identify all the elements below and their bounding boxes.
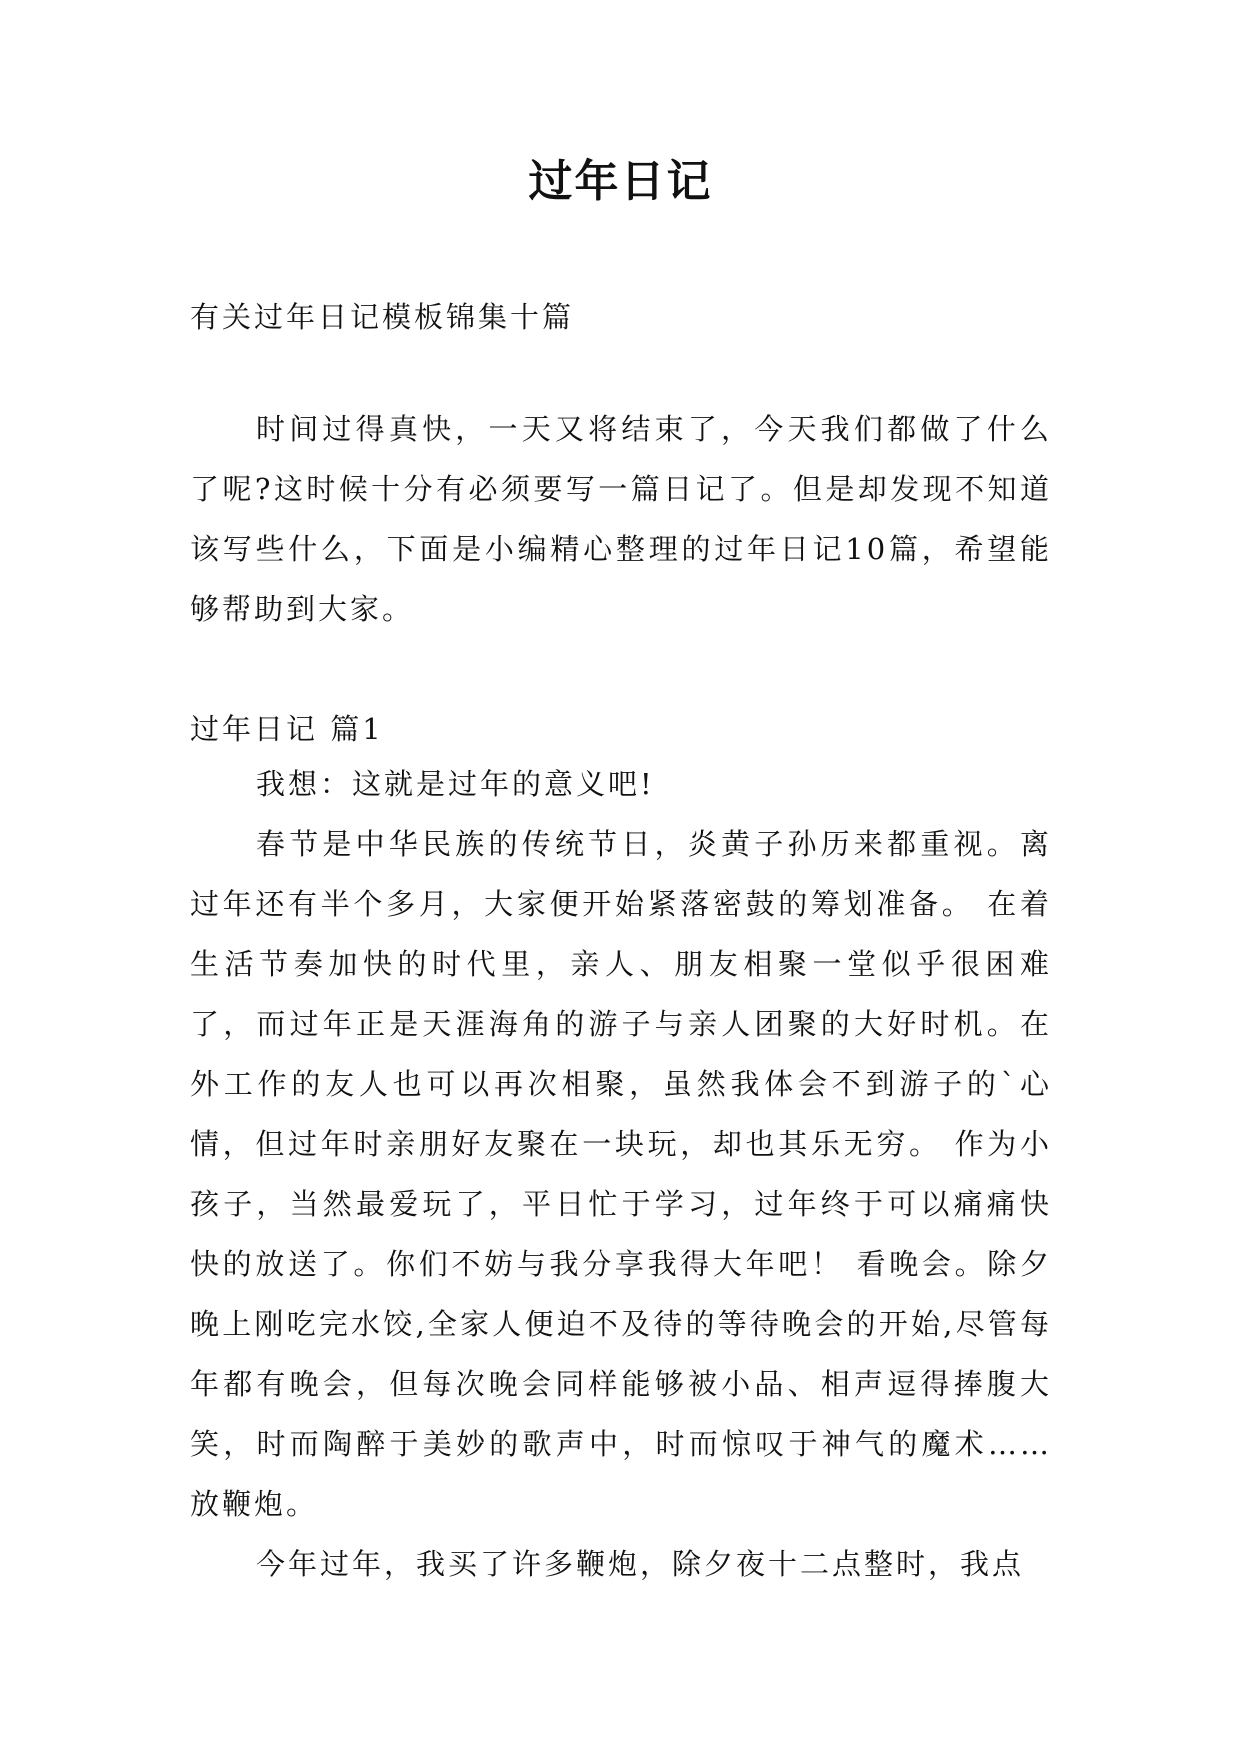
body-paragraph: 春节是中华民族的传统节日，炎黄子孙历来都重视。离过年还有半个多月，大家便开始紧落密鼓的筹划准备。 在着生活节奏加快的时代里，亲人、朋友相聚一堂似乎很困难了，而过年正是天涯海角的游子与亲人团聚的大好时机。在外工作的友人也可以再次相聚，虽然我体会不到游子的`心情，但过年时亲朋好友聚在一块玩，却也其乐无穷。 作为小孩子，当然最爱玩了，平日忙于学习，过年终于可以痛痛快快的放送了。你们不妨与我分享我得大年吧！ 看晚会。除夕晚上刚吃完水饺,全家人便迫不及待的等待晚会的开始,尽管每年都有晚会，但每次晚会同样能够被小品、相声逗得捧腹大笑，时而陶醉于美妙的歌声中，时而惊叹于神气的魔术…… 放鞭炮。	[190, 827, 1052, 1521]
body-paragraph: 今年过年，我买了许多鞭炮，除夕夜十二点整时，我点	[256, 1547, 1025, 1581]
intro-paragraph: 时间过得真快，一天又将结束了，今天我们都做了什么了呢?这时候十分有必须要写一篇日记了。但是却发现不知道该写些什么，下面是小编精心整理的过年日记10篇，希望能够帮助到大家。	[190, 412, 1052, 626]
section-body	[190, 754, 1052, 1594]
body-paragraph: 我想：这就是过年的意义吧!	[256, 767, 655, 801]
document-subtitle: 有关过年日记模板锦集十篇	[190, 300, 575, 334]
section-heading: 过年日记 篇1	[190, 712, 384, 746]
document-title: 过年日记	[528, 156, 713, 207]
